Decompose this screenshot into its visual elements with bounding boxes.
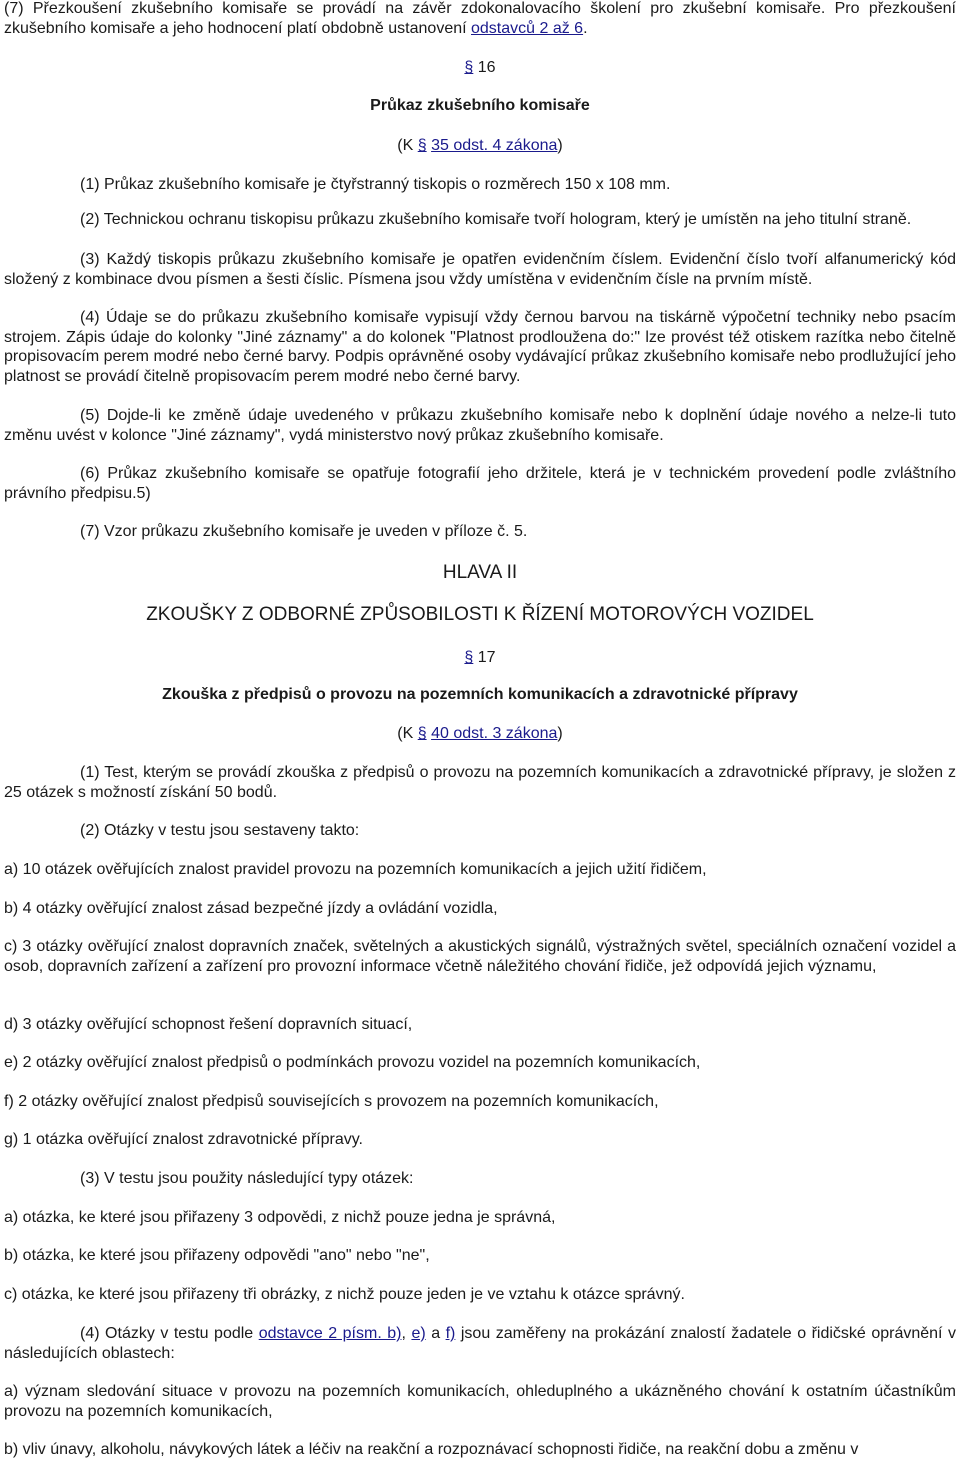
- paragraph-text-end: .: [583, 19, 588, 37]
- section-sign-link[interactable]: §: [464, 649, 474, 666]
- chapter-number: HLAVA II: [442, 562, 518, 583]
- s17-paragraph-4: [4, 1324, 956, 1363]
- list-item-c: c) 3 otázky ověřující znalost dopravních značek, světelných a akustických signálů, výstražných světel, speciálních označení vozidel a osob, dopravních zařízení a zařízení pro provozní informace včetně náležitého chování řidiče, jež odpovídá jejich významu,: [4, 938, 956, 975]
- paragraph-text: jsou zaměřeny na prokázání znalostí žadatele o řidičské oprávnění v následujících oblastech:: [4, 1325, 957, 1362]
- list-item-e: e) 2 otázky ověřující znalost předpisů o podmínkách provozu vozidel na pozemních komunikacích,: [4, 1054, 701, 1071]
- type-item-b: b) otázka, ke které jsou přiřazeny odpovědi "ano" nebo "ne",: [4, 1247, 430, 1264]
- section-16-title: Průkaz zkušebního komisaře: [370, 97, 590, 114]
- s17-paragraph-2: (2) Otázky v testu jsou sestaveny takto:: [80, 822, 360, 839]
- list-item-f: f) 2 otázky ověřující znalost předpisů souvisejících s provozem na pozemních komunikacích,: [4, 1093, 659, 1110]
- paragraph-7-top: [4, 0, 956, 38]
- s16-paragraph-3: (3) Každý tiskopis průkazu zkušebního komisaře je opatřen evidenčním číslem. Evidenční číslo tvoří alfanumerický kód složený z kombinace dvou písmen a šesti číslic. Písmena jsou vždy umístěna v evidenčním čísle na prvním místě.: [4, 251, 956, 288]
- s16-paragraph-7: (7) Vzor průkazu zkušebního komisaře je uveden v příloze č. 5.: [80, 523, 528, 540]
- separator-text: a: [425, 1325, 446, 1342]
- ref-section-sign-link[interactable]: §: [417, 137, 427, 154]
- link-pism-f[interactable]: f): [445, 1325, 456, 1342]
- s16-paragraph-1: (1) Průkaz zkušebního komisaře je čtyřstranný tiskopis o rozměrech 150 x 108 mm.: [80, 176, 671, 193]
- s16-paragraph-2: (2) Technickou ochranu tiskopisu průkazu zkušebního komisaře tvoří hologram, který je umístěn na jeho titulní straně.: [80, 211, 912, 228]
- s16-paragraph-5: (5) Dojde-li ke změně údaje uvedeného v průkazu zkušebního komisaře nebo k doplnění údaje nového a nelze-li tuto změnu uvést v kolonce "Jiné záznamy", vydá ministerstvo nový průkaz zkušebního komisaře.: [4, 407, 956, 444]
- link-odstavcu-2-az-6[interactable]: odstavců 2 až 6: [471, 19, 584, 37]
- section-17-reference: [0, 724, 960, 744]
- s17-paragraph-3: (3) V testu jsou použity následující typy otázek:: [80, 1170, 414, 1187]
- area-item-a: a) význam sledování situace v provozu na pozemních komunikacích, ohleduplného a ukázněného chování k ostatním účastníkům provozu na pozemních komunikacích,: [4, 1383, 956, 1420]
- separator-text: ,: [401, 1325, 412, 1342]
- s16-paragraph-6: (6) Průkaz zkušebního komisaře se opatřuje fotografií jeho držitele, která je v technickém provedení podle zvláštního právního předpisu.5): [4, 465, 956, 502]
- chapter-title: ZKOUŠKY Z ODBORNÉ ZPŮSOBILOSTI K ŘÍZENÍ MOTOROVÝCH VOZIDEL: [146, 604, 814, 625]
- ref-law-link[interactable]: 35 odst. 4 zákona: [431, 137, 558, 154]
- paragraph-text: (7) Přezkoušení zkušebního komisaře se provádí na závěr zdokonalovacího školení pro zkušební komisaře. Pro přezkoušení zkušebního komisaře a jeho hodnocení platí obdobně ustanovení: [4, 0, 956, 37]
- section-sign-link[interactable]: §: [464, 59, 474, 76]
- ref-open: (K: [397, 725, 418, 742]
- link-odstavce-2-pism-b[interactable]: odstavce 2 písm. b): [258, 1325, 402, 1342]
- section-number: 16: [477, 59, 496, 76]
- type-item-c: c) otázka, ke které jsou přiřazeny tři obrázky, z nichž pouze jeden je ve vztahu k otázce správný.: [4, 1286, 685, 1303]
- ref-law-link[interactable]: 40 odst. 3 zákona: [431, 725, 558, 742]
- ref-section-sign-link[interactable]: §: [417, 725, 427, 742]
- ref-close: ): [557, 137, 563, 154]
- section-16-reference: [0, 136, 960, 156]
- list-item-a: a) 10 otázek ověřujících znalost pravidel provozu na pozemních komunikacích a jejich užití řidičem,: [4, 861, 707, 878]
- type-item-a: a) otázka, ke které jsou přiřazeny 3 odpovědi, z nichž pouze jedna je správná,: [4, 1209, 556, 1226]
- link-pism-e[interactable]: e): [411, 1325, 426, 1342]
- section-17-title: Zkouška z předpisů o provozu na pozemních komunikacích a zdravotnické přípravy: [162, 686, 798, 703]
- section-17-heading: [0, 648, 960, 668]
- paragraph-text: (4) Otázky v testu podle: [80, 1325, 259, 1342]
- ref-open: (K: [397, 137, 418, 154]
- section-16-heading: [0, 58, 960, 78]
- s16-paragraph-4: (4) Údaje se do průkazu zkušebního komisaře vypisují vždy černou barvou na tiskárně výpočetní techniky nebo psacím strojem. Zápis údaje do kolonky "Jiné záznamy" a do kolonek "Platnost prodloužena do:" lze provést též otiskem razítka nebo čitelně propisovacím perem modré nebo černé barvy. Podpis oprávněné osoby vydávající průkaz zkušebního komisaře nebo prodlužující jeho platnost se provádí čitelně propisovacím perem modré nebo černé barvy.: [4, 309, 956, 385]
- list-item-d: d) 3 otázky ověřující schopnost řešení dopravních situací,: [4, 1016, 413, 1033]
- list-item-b: b) 4 otázky ověřující znalost zásad bezpečné jízdy a ovládání vozidla,: [4, 900, 498, 917]
- s17-paragraph-1: (1) Test, kterým se provádí zkouška z předpisů o provozu na pozemních komunikacích a zdravotnické přípravy, je složen z 25 otázek s možností získání 50 bodů.: [4, 764, 956, 801]
- section-number: 17: [477, 649, 496, 666]
- area-item-b: b) vliv únavy, alkoholu, návykových látek a léčiv na reakční a rozpoznávací schopnosti řidiče, na reakční dobu a změnu v: [4, 1441, 859, 1458]
- ref-close: ): [557, 725, 563, 742]
- list-item-g: g) 1 otázka ověřující znalost zdravotnické přípravy.: [4, 1131, 363, 1148]
